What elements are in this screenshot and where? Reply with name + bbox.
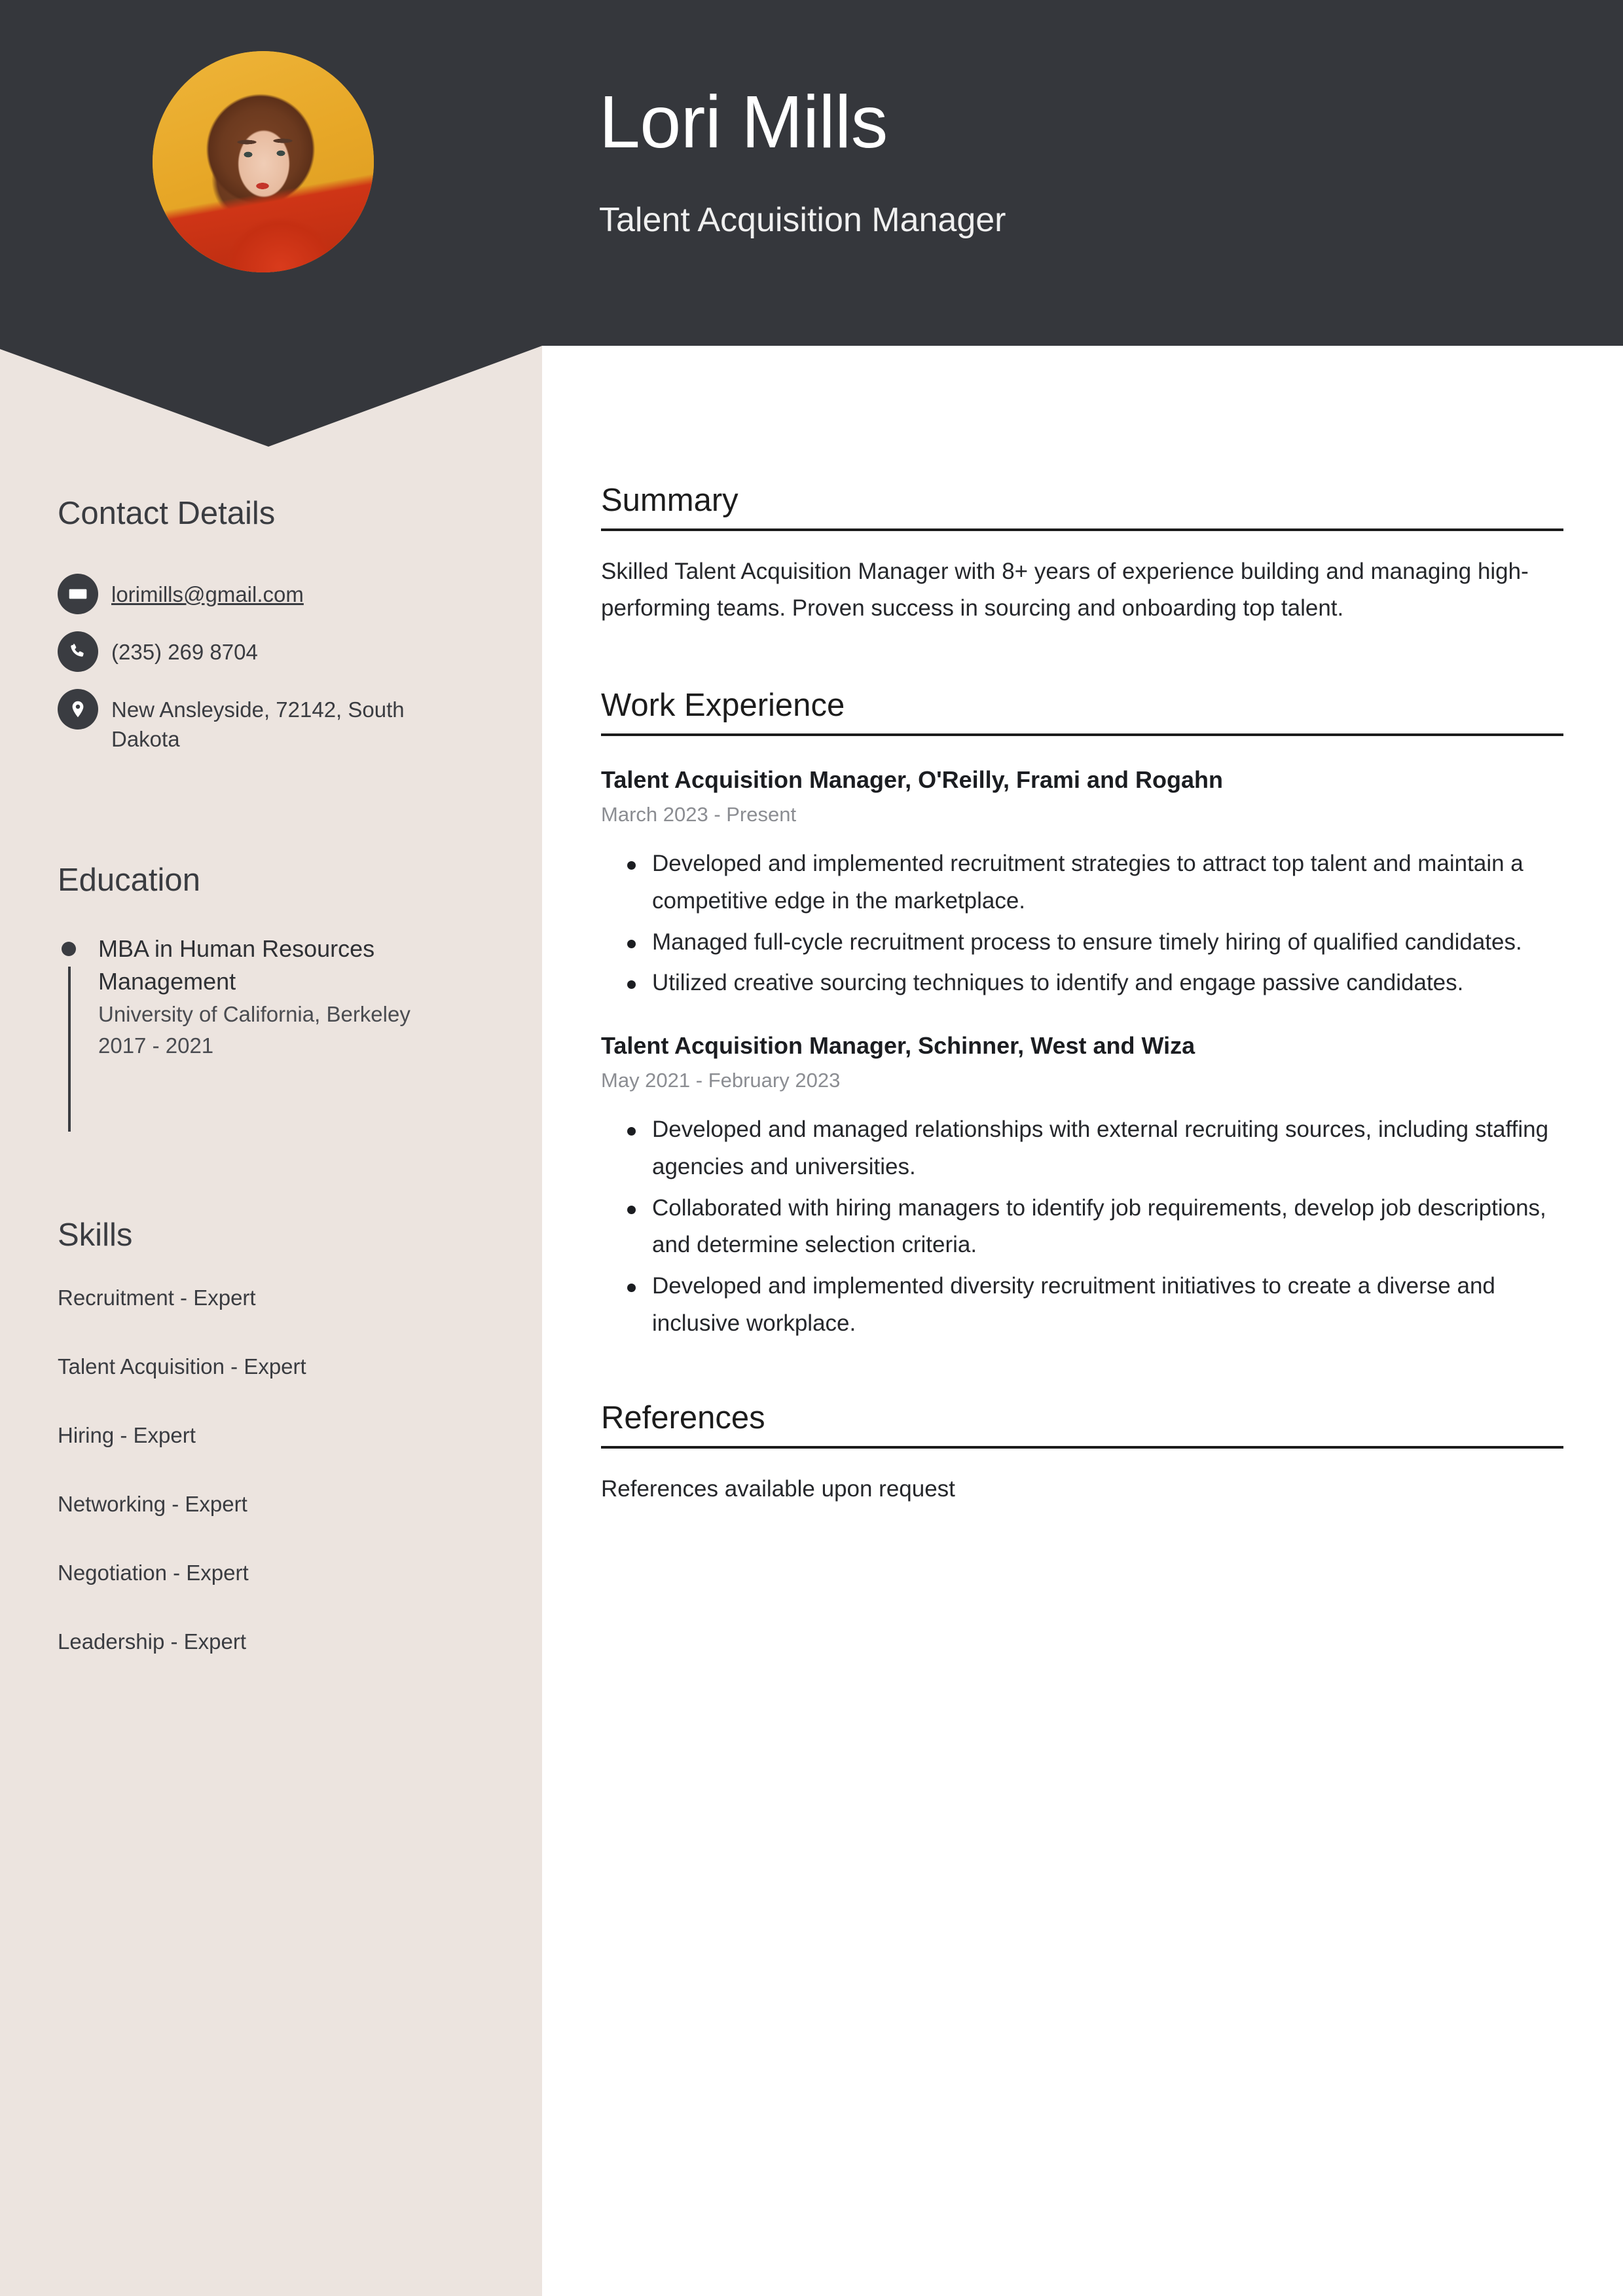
avatar-photo xyxy=(153,51,374,272)
location-icon xyxy=(58,689,98,730)
list-item: Managed full-cycle recruitment process to ensure timely hiring of qualified candidates. xyxy=(652,924,1563,961)
job-title: Talent Acquisition Manager, O'Reilly, Frami and Rogahn xyxy=(601,766,1224,793)
job-responsibilities xyxy=(601,1111,1563,1342)
list-item: Negotiation - Expert xyxy=(58,1561,249,1585)
job-dates: March 2023 - Present xyxy=(601,802,797,826)
education-list xyxy=(58,933,490,1061)
contact-location-value: New Ansleyside, 72142, South Dakota xyxy=(111,697,405,751)
timeline-line xyxy=(68,967,71,1132)
contact-details-heading: Contact Details xyxy=(58,496,276,531)
page-title: Lori Mills xyxy=(599,81,888,163)
list-item: Developed and implemented recruitment strategies to attract top talent and maintain a competitive edge in the marketplace. xyxy=(652,845,1563,919)
list-item: Networking - Expert xyxy=(58,1492,247,1516)
education-degree: MBA in Human Resources Management xyxy=(98,935,375,995)
contact-phone-value[interactable]: (235) 269 8704 xyxy=(111,640,258,664)
list-item: Collaborated with hiring managers to identify job requirements, develop job descriptions, and determine selection criteria. xyxy=(652,1190,1563,1264)
list-item: Recruitment - Expert xyxy=(58,1286,256,1310)
contact-item-email[interactable] xyxy=(58,574,503,614)
list-item: Hiring - Expert xyxy=(58,1423,196,1447)
header-job-title: Talent Acquisition Manager xyxy=(599,201,1006,239)
main-content xyxy=(601,485,1563,1508)
section-references xyxy=(601,1402,1563,1508)
contact-email-value[interactable]: lorimills@gmail.com xyxy=(111,582,304,606)
job-title: Talent Acquisition Manager, Schinner, West and Wiza xyxy=(601,1032,1195,1060)
email-icon xyxy=(58,574,98,614)
list-item: Talent Acquisition - Expert xyxy=(58,1354,306,1379)
skills-list xyxy=(58,1287,503,1699)
contact-item-location xyxy=(58,689,503,754)
summary-text: Skilled Talent Acquisition Manager with 8+ years of experience building and managing high-performing teams. Proven success in sourcing and onboarding top talent. xyxy=(601,559,1529,621)
list-item: Utilized creative sourcing techniques to identify and engage passive candidates. xyxy=(652,965,1563,1002)
contact-item-phone[interactable] xyxy=(58,631,503,672)
education-school: University of California, Berkeley xyxy=(98,1001,410,1026)
list-item: Developed and managed relationships with external recruiting sources, including staffing agencies and universities. xyxy=(652,1111,1563,1185)
work-experience-heading: Work Experience xyxy=(601,690,1563,736)
job-responsibilities xyxy=(601,845,1563,1002)
references-text: References available upon request xyxy=(601,1476,955,1502)
phone-icon xyxy=(58,631,98,672)
references-heading: References xyxy=(601,1402,1563,1449)
education-item xyxy=(58,933,490,1061)
section-summary xyxy=(601,485,1563,627)
work-experience-item xyxy=(601,765,1563,1002)
skills-heading: Skills xyxy=(58,1217,133,1253)
education-dates: 2017 - 2021 xyxy=(98,1033,214,1058)
section-work-experience xyxy=(601,690,1563,1342)
education-heading: Education xyxy=(58,862,200,898)
summary-heading: Summary xyxy=(601,485,1563,531)
avatar xyxy=(153,51,374,272)
job-dates: May 2021 - February 2023 xyxy=(601,1068,841,1092)
bullet-dot-icon xyxy=(62,942,76,956)
list-item: Leadership - Expert xyxy=(58,1629,246,1654)
work-experience-item xyxy=(601,1031,1563,1342)
contact-details-list xyxy=(58,574,503,771)
list-item: Developed and implemented diversity recruitment initiatives to create a diverse and inclusive workplace. xyxy=(652,1268,1563,1342)
